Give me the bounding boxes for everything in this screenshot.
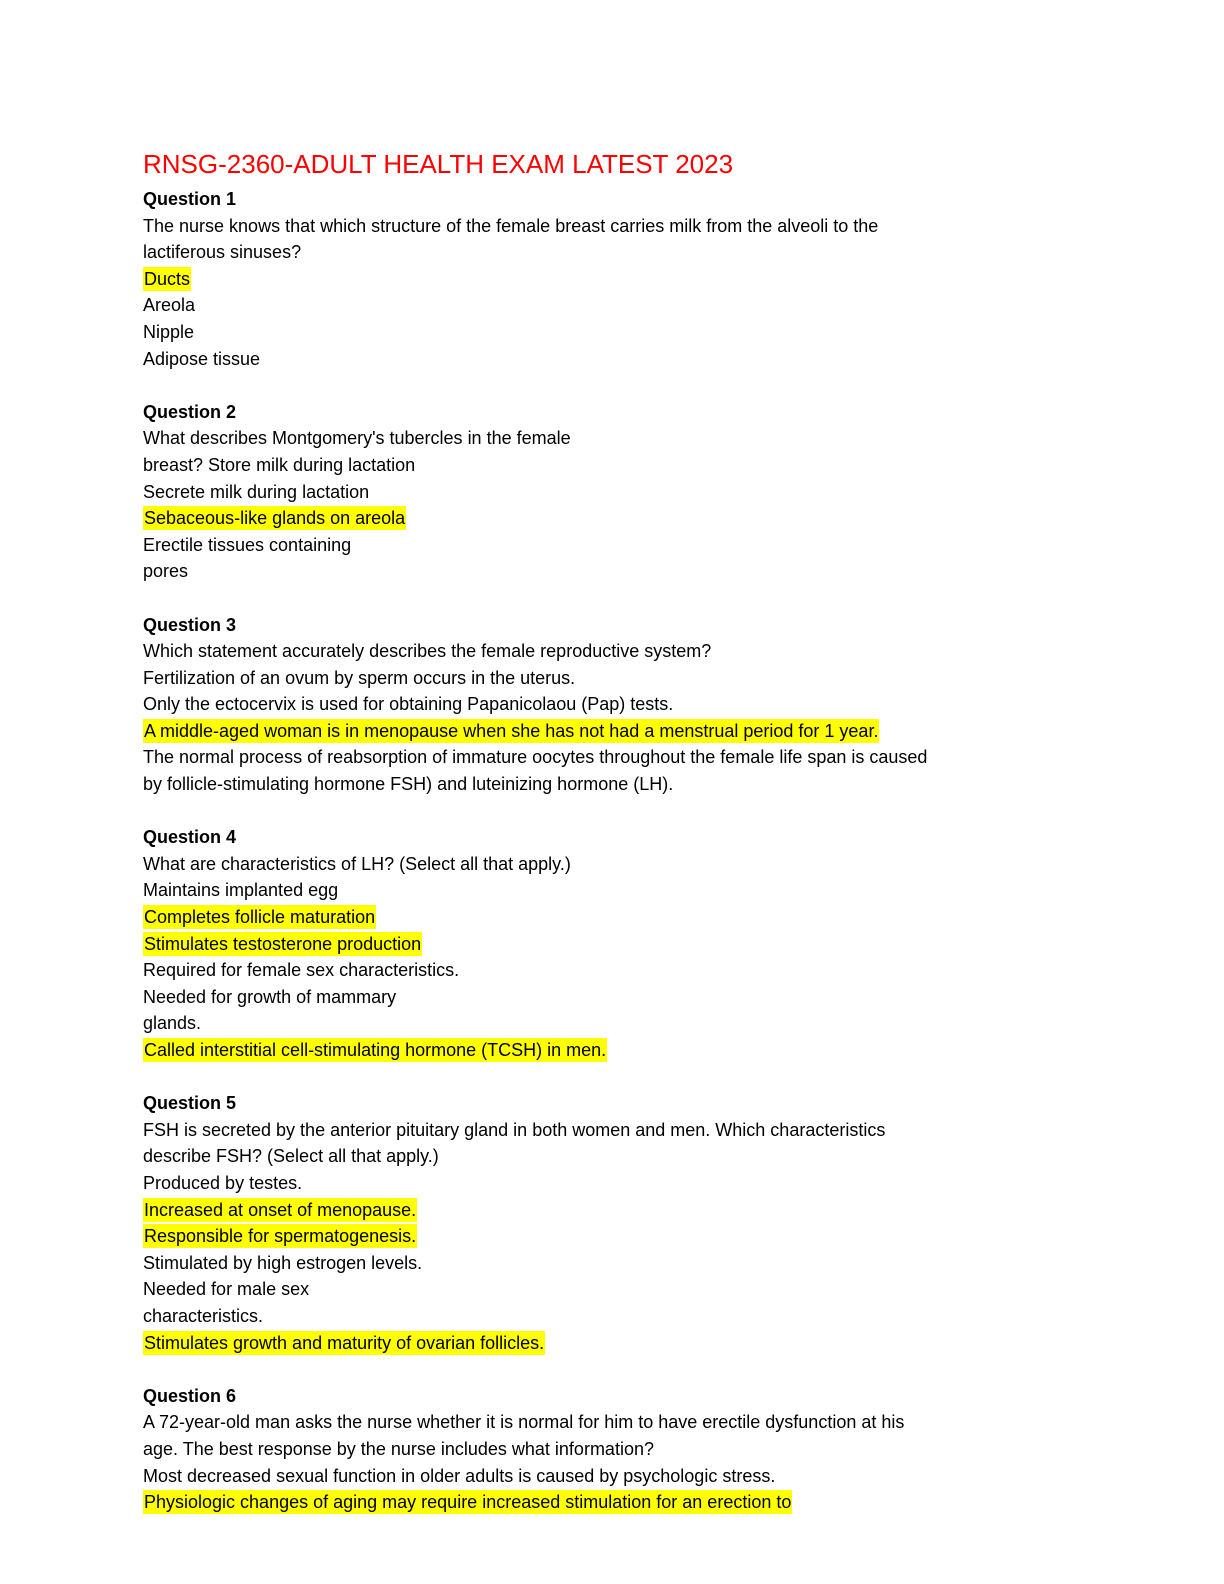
answer-option-highlighted (143, 1197, 1043, 1224)
text-line: age. The best response by the nurse includes what information? (143, 1438, 654, 1459)
question-text-line (143, 558, 1043, 585)
question-text-line (143, 319, 1043, 346)
text-line: Needed for male sex (143, 1279, 310, 1300)
highlighted-text: Increased at onset of menopause. (144, 1199, 417, 1220)
text-line: glands. (143, 1013, 202, 1034)
text-line: The normal process of reabsorption of immature oocytes throughout the female life span is caused (143, 747, 928, 768)
text-line: describe FSH? (Select all that apply.) (143, 1146, 439, 1167)
question-text-line (143, 1436, 1043, 1463)
text-line: pores (143, 561, 189, 582)
question-text-line (143, 532, 1043, 559)
highlighted-text: Completes follicle maturation (144, 907, 376, 928)
question-heading: Question 2 (143, 401, 237, 422)
question-text-line (143, 744, 1043, 771)
text-line: Needed for growth of mammary (143, 986, 397, 1007)
text-line: What describes Montgomery's tubercles in the female (143, 428, 571, 449)
question-text-line (143, 957, 1043, 984)
question-text-line (143, 1303, 1043, 1330)
highlighted-text: Called interstitial cell-stimulating hormone (TCSH) in men. (144, 1040, 607, 1060)
answer-option-highlighted (143, 904, 1043, 931)
question-text-line (143, 1170, 1043, 1197)
text-line: Most decreased sexual function in older adults is caused by psychologic stress. (143, 1465, 776, 1486)
question-text-line (143, 425, 1043, 452)
highlighted-text: Stimulates testosterone production (144, 933, 422, 954)
document-page (143, 146, 1043, 1542)
text-line: Required for female sex characteristics. (143, 960, 460, 981)
text-line: Erectile tissues containing (143, 534, 352, 555)
question-heading: Question 1 (143, 189, 237, 209)
text-line: breast? Store milk during lactation (143, 454, 416, 475)
question-text-line (143, 984, 1043, 1011)
question-text-line (143, 239, 1043, 266)
text-line: Secrete milk during lactation (143, 481, 370, 502)
text-line: by follicle-stimulating hormone FSH) and luteinizing hormone (LH). (143, 774, 674, 795)
text-line: What are characteristics of LH? (Select all that apply.) (143, 853, 571, 874)
question-text-line (143, 452, 1043, 479)
question-text-line (143, 665, 1043, 692)
text-line: Produced by testes. (143, 1172, 303, 1193)
text-line: lactiferous sinuses? (143, 242, 302, 263)
question-block (143, 612, 1043, 798)
question-heading: Question 4 (143, 827, 237, 848)
question-text-line (143, 292, 1043, 319)
answer-option-highlighted (143, 1223, 1043, 1250)
question-text-line (143, 877, 1043, 904)
text-line: Stimulated by high estrogen levels. (143, 1252, 423, 1273)
text-line: The nurse knows that which structure of the female breast carries milk from the alveoli to the (143, 215, 879, 236)
text-line: Fertilization of an ovum by sperm occurs in the uterus. (143, 667, 576, 688)
question-text-line (143, 851, 1043, 878)
text-line: Maintains implanted egg (143, 880, 339, 901)
question-heading: Question 5 (143, 1093, 237, 1114)
text-line: Adipose tissue (143, 348, 261, 369)
answer-option-highlighted (143, 266, 1043, 293)
question-block (143, 1383, 1043, 1516)
question-text-line (143, 691, 1043, 718)
highlighted-text: Sebaceous-like glands on areola (144, 508, 406, 529)
text-line: Areola (143, 295, 196, 316)
highlighted-text: A middle-aged woman is in menopause when she has not had a menstrual period for 1 year. (144, 720, 879, 741)
answer-option-highlighted (143, 505, 1043, 532)
text-line: FSH is secreted by the anterior pituitary gland in both women and men. Which characteristics (143, 1119, 886, 1140)
answer-option-highlighted (143, 1489, 1043, 1516)
question-text-line (143, 1010, 1043, 1037)
text-line: Which statement accurately describes the female reproductive system? (143, 641, 712, 662)
highlighted-text: Ducts (144, 268, 191, 289)
question-text-line (143, 638, 1043, 665)
question-heading: Question 3 (143, 614, 237, 635)
document-title: RNSG-2360-ADULT HEALTH EXAM LATEST 2023 (143, 149, 734, 179)
question-text-line (143, 1250, 1043, 1277)
highlighted-text: Physiologic changes of aging may require increased stimulation for an erection to (144, 1492, 792, 1513)
answer-option-highlighted (143, 718, 1043, 745)
question-block (143, 186, 1043, 372)
answer-option-highlighted (143, 1037, 1043, 1064)
question-list (143, 186, 1043, 1516)
question-block (143, 399, 1043, 585)
question-block (143, 824, 1043, 1063)
text-line: characteristics. (143, 1305, 264, 1326)
highlighted-text: Responsible for spermatogenesis. (144, 1226, 417, 1247)
text-line: A 72-year-old man asks the nurse whether it is normal for him to have erectile dysfunction at his (143, 1412, 905, 1433)
text-line: Only the ectocervix is used for obtaining Papanicolaou (Pap) tests. (143, 694, 674, 715)
question-text-line (143, 346, 1043, 373)
answer-option-highlighted (143, 1330, 1043, 1357)
text-line: Nipple (143, 321, 195, 342)
question-text-line (143, 1409, 1043, 1436)
question-heading: Question 6 (143, 1385, 237, 1406)
question-text-line (143, 1117, 1043, 1144)
question-block (143, 1090, 1043, 1356)
question-text-line (143, 213, 1043, 240)
question-text-line (143, 1143, 1043, 1170)
highlighted-text: Stimulates growth and maturity of ovarian follicles. (144, 1332, 545, 1353)
answer-option-highlighted (143, 931, 1043, 958)
question-text-line (143, 1276, 1043, 1303)
question-text-line (143, 771, 1043, 798)
question-text-line (143, 1463, 1043, 1490)
question-text-line (143, 479, 1043, 506)
